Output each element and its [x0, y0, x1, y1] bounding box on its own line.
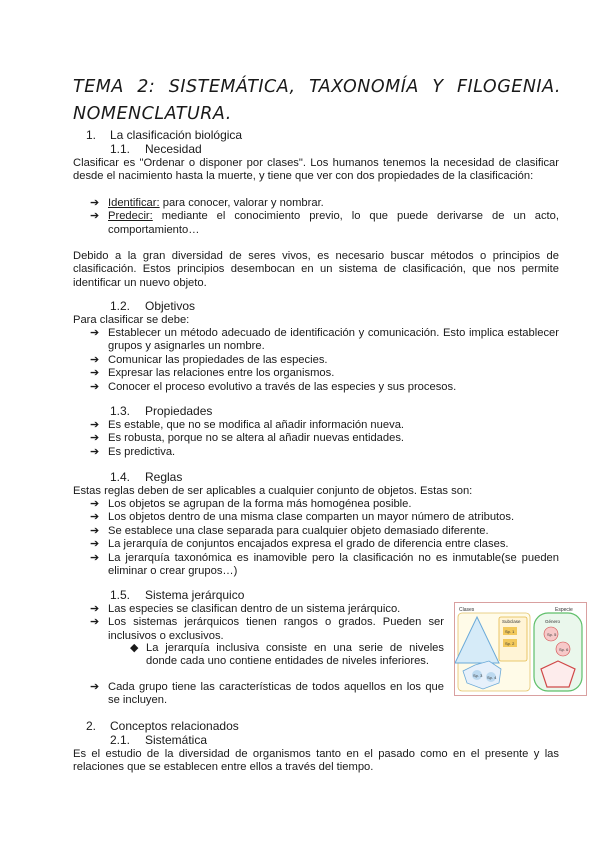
arrow-icon: ➔ — [90, 367, 100, 380]
paragraph-reglas-intro: Estas reglas deben de ser aplicables a cualquier conjunto de objetos. Estas son: — [73, 485, 473, 497]
section-heading-1: 1. La clasificación biológica — [86, 128, 243, 142]
arrow-icon: ➔ — [90, 327, 100, 339]
figure-node-4-label: Sp. 4 — [487, 675, 497, 680]
figure-node-5-label: Sp. 5 — [547, 632, 557, 637]
arrow-icon: ➔ — [90, 616, 100, 629]
subsection-heading-1-4: 1.4. Reglas — [110, 470, 183, 484]
document-title — [73, 74, 561, 128]
sublist-jerarquia-inclusiva — [120, 642, 444, 669]
arrow-icon: ➔ — [90, 538, 100, 551]
arrow-icon: ➔ — [90, 445, 100, 458]
hierarchy-diagram — [455, 603, 586, 695]
list-necesidad — [82, 197, 559, 237]
list-item: ➔ Es predictiva. — [90, 445, 176, 458]
arrow-icon: ➔ — [90, 498, 100, 510]
figure-label-especie: Especie — [555, 607, 573, 613]
list-sistema-jerarquico-2 — [82, 681, 444, 708]
title-line-2: NOMENCLATURA. — [73, 104, 232, 124]
diamond-icon: ◆ — [130, 642, 139, 654]
list-item: ➔ La jerarquía de conjuntos encajados expresa el grado de diferencia entre clases. — [90, 538, 509, 551]
title-line-1: TEMA 2: SISTEMÁTICA, TAXONOMÍA Y FILOGENIA. — [73, 77, 561, 97]
list-sistema-jerarquico — [82, 603, 444, 643]
list-item: ➔ La jerarquía taxonómica es inamovible pero la clasificación no es inmutable(se pueden eliminar o crear grupos…) — [90, 551, 559, 578]
paragraph-sistematica: Es el estudio de la diversidad de organismos tanto en el pasado como en el presente y las relaciones que se establecen entre ellos a través del tiempo. — [73, 748, 559, 774]
list-item: ➔ Los sistemas jerárquicos tienen rangos o grados. Pueden ser inclusivos o exclusivos. — [90, 616, 444, 642]
list-item: ➔ Establecer un método adecuado de identificación y comunicación. Esto implica establecer grupos y asignarles un nombre. — [90, 327, 559, 353]
list-item: ➔ Identificar: para conocer, valorar y nombrar. — [90, 197, 324, 209]
arrow-icon: ➔ — [90, 380, 100, 393]
arrow-icon: ➔ — [90, 681, 100, 693]
figure-node-2-label: Sp. 2 — [505, 641, 515, 646]
subsection-heading-2-1: 2.1. Sistemática — [110, 733, 208, 747]
figure-node-3-label: Sp. 3 — [473, 673, 483, 678]
list-objetivos — [82, 327, 559, 394]
paragraph-objetivos-intro: Para clasificar se debe: — [73, 314, 190, 326]
list-reglas — [82, 498, 559, 578]
list-item: ➔ Es estable, que no se modifica al añadir información nueva. — [90, 419, 405, 431]
arrow-icon: ➔ — [90, 210, 100, 223]
subsection-heading-1-5: 1.5. Sistema jerárquico — [110, 588, 245, 602]
figure-label-subclase: Subclase — [502, 619, 521, 624]
list-item: ➔ Cada grupo tiene las características de todos aquellos en los que se incluyen. — [90, 681, 444, 707]
hierarchy-figure — [454, 602, 587, 696]
subsection-heading-1-3: 1.3. Propiedades — [110, 404, 213, 418]
figure-node-6-label: Sp. 6 — [559, 647, 569, 652]
list-item: ➔ Comunicar las propiedades de las especies. — [90, 353, 328, 366]
arrow-icon: ➔ — [90, 197, 100, 209]
arrow-icon: ➔ — [90, 432, 100, 445]
arrow-icon: ➔ — [90, 511, 100, 524]
subsection-heading-1-1: 1.1. Necesidad — [110, 142, 202, 156]
arrow-icon: ➔ — [90, 603, 100, 615]
arrow-icon: ➔ — [90, 353, 100, 366]
list-item: ◆ La jerarquía inclusiva consiste en una serie de niveles donde cada uno contiene entidades de niveles inferiores. — [130, 642, 444, 668]
list-propiedades — [82, 419, 559, 459]
arrow-icon: ➔ — [90, 419, 100, 431]
arrow-icon: ➔ — [90, 524, 100, 537]
list-item: ➔ Los objetos se agrupan de la forma más homogénea posible. — [90, 498, 412, 510]
figure-node-1-label: Sp. 1 — [505, 629, 515, 634]
section-heading-2: 2. Conceptos relacionados — [86, 719, 239, 733]
figure-label-genero: Género — [545, 619, 561, 624]
list-item: ➔ Conocer el proceso evolutivo a través de las especies y sus procesos. — [90, 380, 457, 393]
list-item: ➔ Es robusta, porque no se altera al añadir nuevas entidades. — [90, 432, 405, 445]
figure-label-clases: Clases — [459, 607, 475, 613]
arrow-icon: ➔ — [90, 551, 100, 564]
list-item: ➔ Predecir: mediante el conocimiento previo, lo que puede derivarse de un acto, comportamiento… — [90, 210, 559, 236]
list-item: ➔ Se establece una clase separada para cualquier objeto demasiado diferente. — [90, 524, 489, 537]
list-item: ➔ Los objetos dentro de una misma clase comparten un mayor número de atributos. — [90, 511, 515, 524]
paragraph-diversidad: Debido a la gran diversidad de seres vivos, es necesario buscar métodos o principios de clasificación. Estos principios desembocan en un sistema de clasificación, que nos permite identificar un nuevo objeto. — [73, 250, 559, 289]
list-item: ➔ Las especies se clasifican dentro de un sistema jerárquico. — [90, 603, 401, 615]
paragraph-necesidad: Clasificar es "Ordenar o disponer por clases". Los humanos tenemos la necesidad de clasificar desde el nacimiento hasta la muerte, y tiene que ver con dos propiedades de la clasificación: — [73, 157, 559, 183]
subsection-heading-1-2: 1.2. Objetivos — [110, 299, 196, 313]
list-item: ➔ Expresar las relaciones entre los organismos. — [90, 367, 335, 380]
